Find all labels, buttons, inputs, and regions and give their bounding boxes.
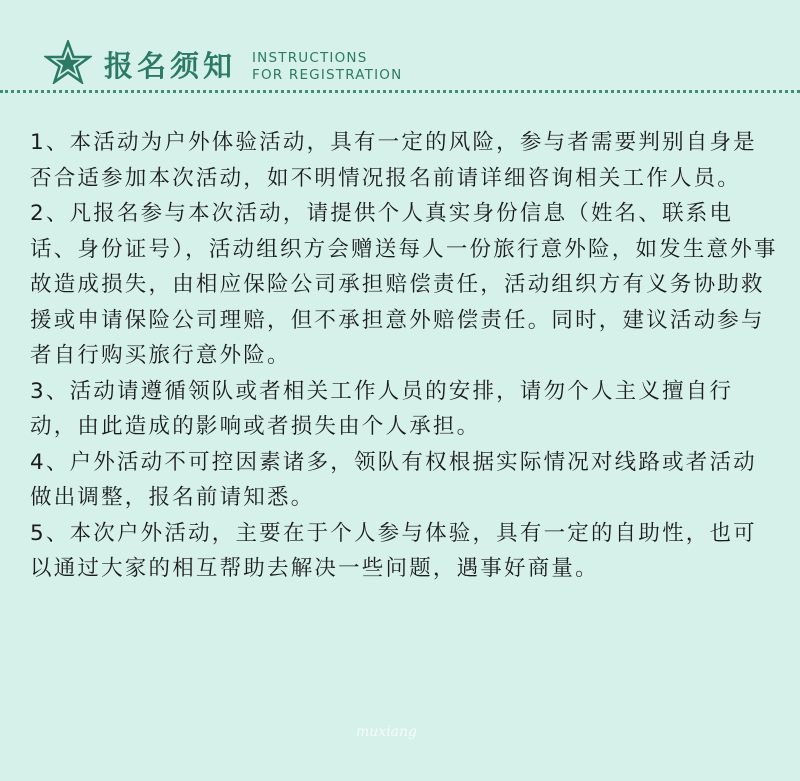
instruction-item-5: 5、本次户外活动，主要在于个人参与体验，具有一定的自助性，也可以通过大家的相互帮助去解决一些问题，遇事好商量。 [30, 520, 757, 581]
watermark: muxiang [356, 724, 417, 740]
instructions-body [30, 125, 780, 587]
dotted-divider [0, 90, 800, 93]
page-title: 报名须知 [104, 49, 237, 83]
instruction-item-1: 1、本活动为户外体验活动，具有一定的风险，参与者需要判别自身是否合适参加本次活动，如不明情况报名前请详细咨询相关工作人员。 [30, 130, 757, 191]
subtitle-line-2: FOR REGISTRATION [252, 67, 403, 83]
star-icon [44, 40, 92, 84]
instruction-item-3: 3、活动请遵循领队或者相关工作人员的安排，请勿个人主义擅自行动，由此造成的影响或者损失由个人承担。 [30, 378, 734, 439]
page-subtitle [252, 50, 402, 84]
instruction-item-2: 2、凡报名参与本次活动，请提供个人真实身份信息（姓名、联系电话、身份证号），活动组织方会赠送每人一份旅行意外险，如发生意外事故造成损失，由相应保险公司承担赔偿责任，活动组织方有义务协助救援或申请保险公司理赔，但不承担意外赔偿责任。同时，建议活动参与者自行购买旅行意外险。 [30, 201, 778, 368]
subtitle-line-1: INSTRUCTIONS [252, 50, 368, 66]
instruction-item-4: 4、户外活动不可控因素诸多，领队有权根据实际情况对线路或者活动做出调整，报名前请知悉。 [30, 449, 757, 510]
header [0, 0, 800, 92]
